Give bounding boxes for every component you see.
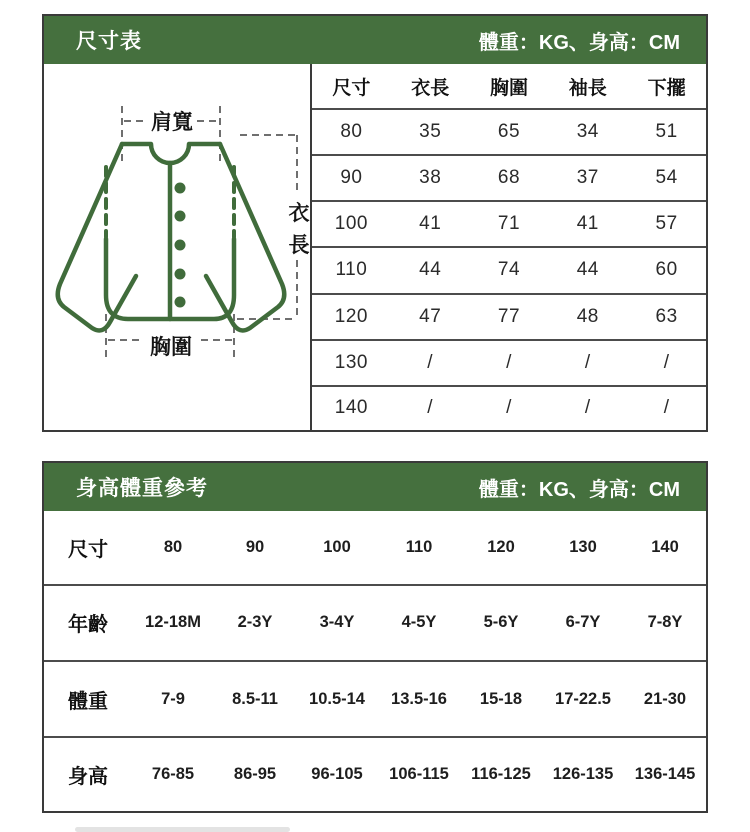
reference-cell: 5-6Y	[483, 613, 519, 632]
jacket-shoulder-neck	[122, 144, 220, 163]
reference-section	[42, 461, 708, 813]
size-cell: 120	[334, 305, 368, 327]
reference-cell: 76-85	[151, 765, 195, 784]
size-cell: 77	[497, 305, 521, 327]
size-cell: 41	[576, 213, 599, 235]
reference-cell: 116-125	[471, 765, 531, 784]
size-cell: /	[427, 351, 434, 373]
size-table-body	[312, 109, 706, 430]
size-cell: 100	[334, 213, 368, 235]
reference-cell: 6-7Y	[565, 613, 601, 632]
size-column-header: 尺寸	[332, 77, 371, 99]
reference-cell: 3-4Y	[319, 613, 355, 632]
jacket-button	[175, 269, 186, 280]
size-cell: 37	[576, 167, 599, 189]
reference-cell: 15-18	[479, 689, 523, 708]
reference-unit-note: 體重：KG、身高：CM	[478, 478, 680, 501]
size-cell: /	[663, 351, 670, 373]
size-cell: /	[663, 397, 670, 419]
size-cell: /	[506, 397, 512, 419]
size-cell: 63	[655, 305, 678, 327]
chest-label: 胸圍	[150, 336, 192, 359]
reference-cell: 7-8Y	[647, 613, 683, 632]
reference-table-row	[44, 661, 706, 737]
shoulder-width-label: 肩寬	[151, 111, 193, 134]
size-cell: 57	[655, 213, 678, 235]
size-cell: 74	[497, 259, 521, 281]
size-cell: 38	[419, 167, 442, 189]
reference-cell: 7-9	[161, 689, 185, 708]
jacket-button	[175, 297, 186, 308]
reference-row-label: 身高	[68, 766, 108, 789]
reference-title: 身高體重參考	[76, 477, 208, 500]
size-table-header-row	[312, 64, 706, 109]
reference-cell: 120	[487, 537, 515, 556]
size-column-header: 下擺	[647, 77, 686, 99]
reference-cell: 96-105	[311, 765, 363, 784]
reference-cell: 80	[163, 537, 183, 556]
size-cell: 110	[335, 259, 368, 281]
jacket-sleeve-right	[206, 144, 284, 330]
size-cell: 90	[340, 167, 363, 189]
reference-row-label: 年齡	[68, 614, 108, 637]
size-table-row	[312, 386, 706, 430]
size-chart-body	[44, 64, 706, 430]
garment-length-label-top: 衣	[288, 202, 310, 225]
reference-row-label: 尺寸	[68, 538, 108, 561]
size-cell: /	[584, 351, 591, 373]
garment-diagram-cell	[44, 64, 312, 430]
reference-cell: 106-115	[389, 765, 449, 784]
size-cell: 80	[340, 121, 363, 143]
reference-cell: 90	[245, 537, 265, 556]
reference-row-label: 體重	[68, 690, 108, 713]
size-column-header: 衣長	[411, 77, 450, 99]
size-chart-title: 尺寸表	[76, 30, 142, 53]
reference-cell: 140	[651, 537, 679, 556]
size-cell: /	[584, 397, 591, 419]
size-cell: 140	[334, 397, 368, 419]
reference-cell: 8.5-11	[232, 689, 278, 708]
reference-table	[44, 511, 706, 811]
size-chart-header	[44, 16, 706, 64]
size-cell: 41	[419, 213, 442, 235]
size-cell: 54	[655, 167, 678, 189]
size-cell: 130	[334, 351, 368, 373]
jacket-button	[175, 211, 186, 222]
size-cell: 60	[655, 259, 678, 281]
size-cell: 71	[497, 213, 521, 235]
size-cell: 44	[576, 259, 599, 281]
reference-cell: 4-5Y	[401, 613, 437, 632]
jacket-diagram-icon	[44, 64, 310, 430]
size-table	[312, 64, 706, 430]
reference-cell: 21-30	[643, 689, 687, 708]
size-cell: 51	[655, 121, 678, 143]
size-table-row	[312, 201, 706, 247]
reference-cell: 12-18M	[145, 613, 201, 632]
garment-length-label-bottom: 長	[288, 234, 310, 257]
reference-cell: 130	[569, 537, 597, 556]
size-chart-section	[42, 14, 708, 432]
jacket-button	[175, 240, 186, 251]
size-cell: 34	[576, 121, 599, 143]
reference-cell: 10.5-14	[309, 689, 365, 708]
size-chart-unit-note: 體重：KG、身高：CM	[478, 31, 680, 54]
size-table-row	[312, 247, 706, 293]
reference-table-row	[44, 511, 706, 585]
jacket-button	[175, 183, 186, 194]
size-column-header: 胸圍	[489, 77, 528, 99]
reference-cell: 13.5-16	[391, 689, 447, 708]
size-cell: 35	[419, 121, 442, 143]
size-cell: 47	[419, 305, 442, 327]
reference-table-row	[44, 585, 706, 661]
size-cell: 44	[419, 259, 442, 281]
size-cell: /	[506, 351, 512, 373]
reference-table-row	[44, 737, 706, 811]
cutoff-text-fragment	[75, 827, 290, 832]
reference-cell: 136-145	[634, 765, 696, 784]
size-cell: 65	[497, 121, 521, 143]
size-table-row	[312, 155, 706, 201]
size-table-row	[312, 294, 706, 340]
jacket-sleeve-left	[58, 144, 136, 330]
reference-table-body	[44, 511, 706, 811]
reference-cell: 86-95	[233, 765, 277, 784]
reference-header	[44, 463, 706, 511]
size-cell: /	[427, 397, 434, 419]
size-table-row	[312, 109, 706, 155]
size-column-header: 袖長	[568, 77, 607, 99]
size-cell: 48	[576, 305, 599, 327]
reference-cell: 2-3Y	[237, 613, 273, 632]
size-table-row	[312, 340, 706, 386]
reference-cell: 110	[405, 537, 433, 556]
reference-cell: 126-135	[552, 765, 614, 784]
reference-cell: 17-22.5	[555, 689, 611, 708]
reference-cell: 100	[323, 537, 351, 556]
size-cell: 68	[497, 167, 521, 189]
